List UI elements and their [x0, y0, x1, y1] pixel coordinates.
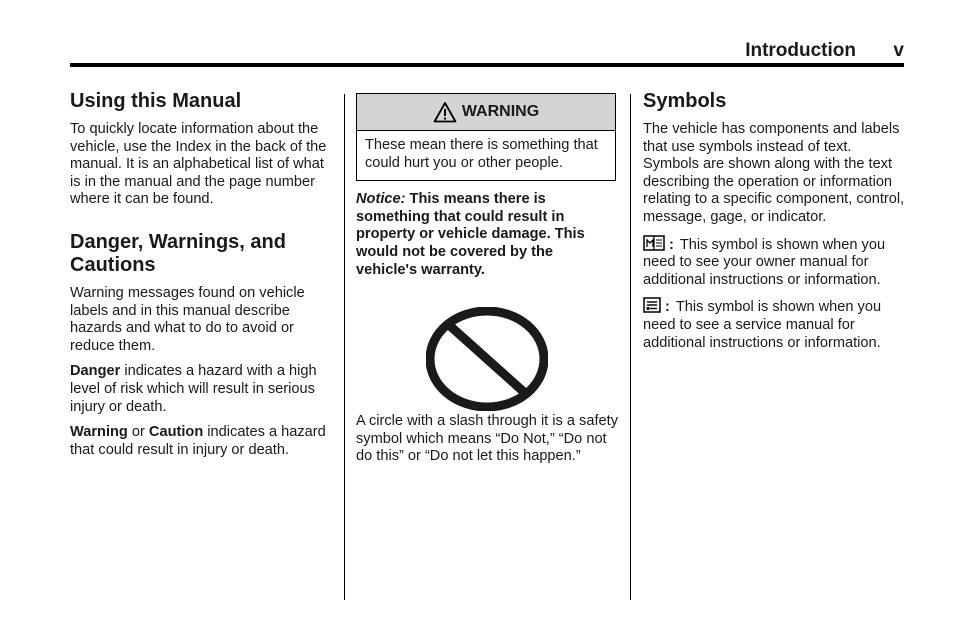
or-text: or — [127, 424, 149, 441]
service-manual-text: This symbol is shown when you need to see a service manual for additional instructions or information. — [643, 299, 882, 351]
page-number: v — [893, 40, 904, 61]
danger-text: indicates a hazard with a high level of risk which will result in serious injury or death. — [70, 363, 317, 415]
caution-term: Caution — [148, 424, 204, 441]
paragraph-using-manual: To quickly locate information about the vehicle, use the Index in the back of the manual. It is an alphabetical list of what is in the manual and the page number where it can be found. — [70, 121, 327, 208]
paragraph-owner-manual-symbol — [643, 235, 905, 290]
warning-header — [357, 94, 615, 131]
notice-paragraph — [356, 191, 618, 279]
section-title: Introduction — [745, 40, 856, 61]
colon-1: : — [669, 236, 674, 253]
paragraph-warning-messages: Warning messages found on vehicle labels and in this manual describe hazards and what to do to avoid or reduce them. — [70, 284, 305, 354]
warning-body-text: These mean there is something that could hurt you or other people. — [365, 137, 598, 171]
prohibition-symbol-icon — [426, 307, 548, 411]
heading-symbols: Symbols — [643, 90, 727, 112]
heading-using-manual: Using this Manual — [70, 90, 242, 112]
warning-caution-text: indicates a hazard that could result in injury or death. — [70, 424, 326, 458]
symbol-caption: A circle with a slash through it is a safety symbol which means “Do Not,” “Do not do this” or “Do not let this happen.” — [356, 413, 618, 465]
warning-label: WARNING — [461, 103, 540, 120]
paragraph-danger — [70, 363, 334, 416]
paragraph-service-manual-symbol — [643, 297, 905, 352]
danger-term: Danger — [70, 363, 121, 380]
heading-danger-warnings: Danger, Warnings, and Cautions — [70, 230, 286, 276]
column-divider-2 — [630, 94, 631, 600]
notice-text: This means there is something that could result in property or vehicle damage. This would not be covered by the vehicle's warranty. — [356, 191, 585, 278]
paragraph-warning-caution — [70, 424, 334, 459]
warning-term: Warning — [70, 424, 128, 441]
paragraph-symbols: The vehicle has components and labels that use symbols instead of text. Symbols are shown along with the text describing the operation or information relating to a specific component, control, message, gage, or indicator. — [643, 121, 905, 225]
column-divider-1 — [344, 94, 345, 600]
warning-body — [357, 131, 615, 180]
column-middle — [356, 90, 618, 466]
notice-label: Notice: — [356, 191, 406, 208]
column-right — [643, 90, 905, 352]
page-header — [70, 38, 904, 62]
owner-manual-text: This symbol is shown when you need to see your owner manual for additional instructions or information. — [643, 236, 886, 288]
column-left — [70, 90, 334, 459]
service-manual-icon — [643, 297, 661, 313]
colon-2: : — [665, 299, 670, 316]
warning-box — [356, 93, 616, 181]
header-rule — [70, 63, 904, 67]
warning-triangle-icon — [433, 101, 457, 123]
owner-manual-icon — [643, 235, 665, 251]
